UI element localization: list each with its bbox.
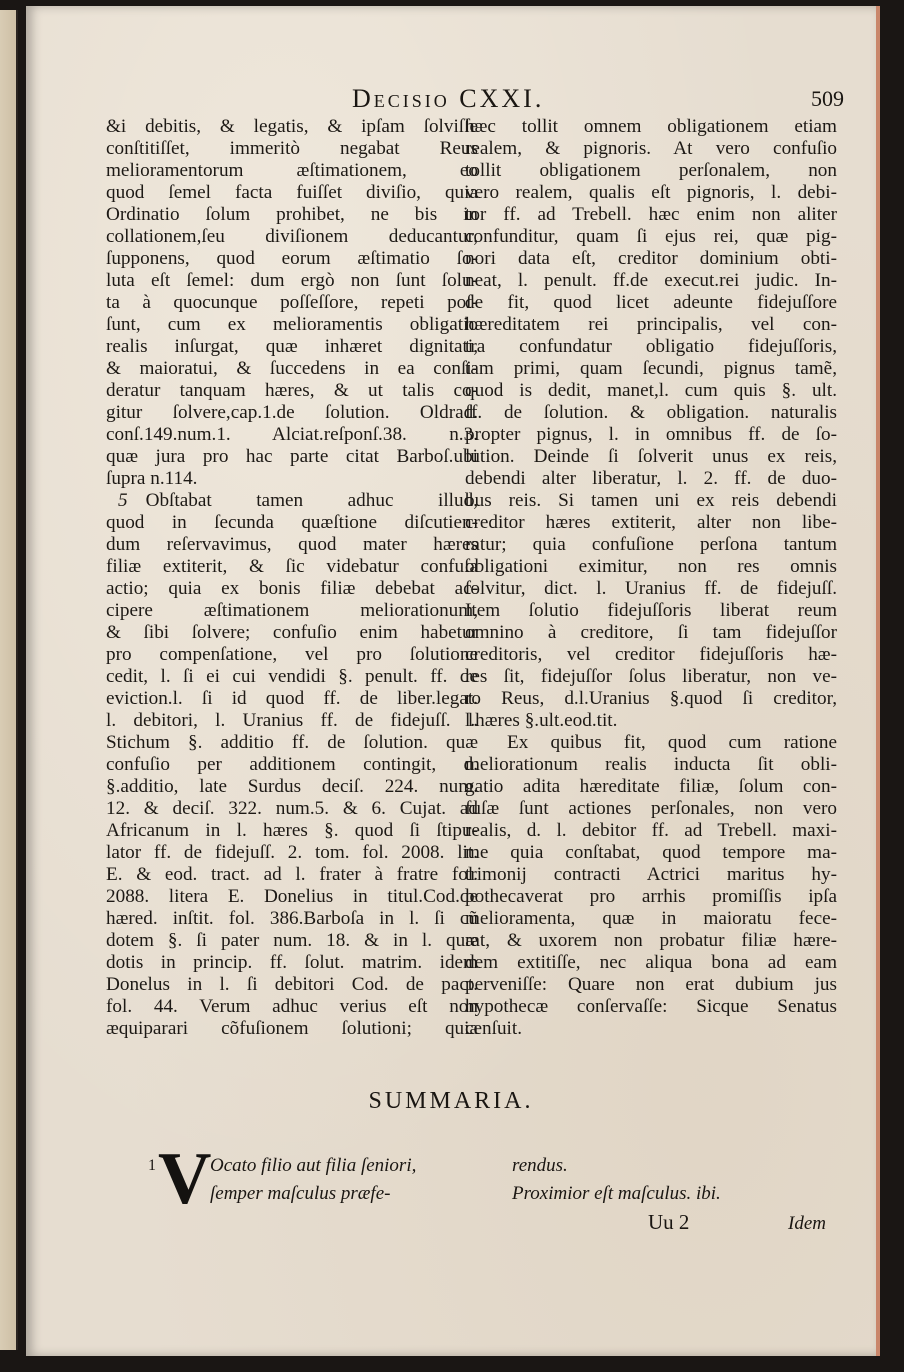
text-line: realem, & pignoris. At vero confuſio: [465, 138, 837, 159]
text-line: æquiparari cõfuſionem ſolutioni; quia: [106, 1018, 478, 1039]
text-line: de fit, quod licet adeunte fidejuſſore: [465, 292, 837, 313]
drop-cap: V: [158, 1138, 212, 1220]
summary-line: rendus.: [512, 1155, 568, 1176]
text-line: confunditur, quam ſi ejus rei, quæ pig-: [465, 226, 837, 247]
text-line: E. & eod. tract. ad l. frater à fratre fol.: [106, 864, 478, 885]
text-line: 12. & deciſ. 322. num.5. & 6. Cujat. ad: [106, 798, 478, 819]
text-line: creditoris, vel creditor fidejuſſoris hæ-: [465, 644, 837, 665]
text-line: Ex quibus fit, quod cum ratione: [507, 732, 837, 753]
left-column: [106, 116, 478, 1040]
text-line: hæc tollit omnem obligationem etiam: [465, 116, 837, 137]
text-line: conſ.149.num.1. Alciat.reſponſ.38. n.3.: [106, 424, 478, 445]
text-line: tollit obligationem perſonalem, non: [465, 160, 837, 181]
text-line: collationem,ſeu diviſionem deducantur,: [106, 226, 478, 247]
book-page: [26, 6, 880, 1356]
text-line: me quia conſtabat, quod tempore ma-: [465, 842, 837, 863]
text-line: cenſuit.: [465, 1018, 523, 1039]
text-line: dotis in princip. ff. ſolut. matrim. idem: [106, 952, 478, 973]
signature-mark: Uu 2: [648, 1210, 690, 1234]
text-line: lator ff. de fidejuſſ. 2. tom. fol. 2008. lit.: [106, 842, 478, 863]
text-line: deratur tanquam hæres, & ut talis co-: [106, 380, 478, 401]
text-line: ſupra n.114.: [106, 468, 198, 489]
text-line: 5 Obſtabat tamen adhuc illud,: [106, 490, 478, 512]
text-line: ſunt, cum ex melioramentis obligatio: [106, 314, 478, 335]
summary-right: [512, 1152, 812, 1208]
text-line: l.hæres §.ult.eod.tit.: [465, 710, 618, 731]
text-line: neat, l. penult. ff.de execut.rei judic. In-: [465, 270, 837, 291]
text-line: Stichum §. additio ff. de ſolution. quæ: [106, 732, 478, 753]
text-line: 2088. litera E. Donelius in titul.Cod.de: [106, 886, 478, 907]
text-line: fol. 44. Verum adhuc verius eſt non: [106, 996, 478, 1017]
facing-page-edge: [0, 10, 18, 1350]
text-line: pothecaverat pro arrhis promiſſis ipſa: [465, 886, 837, 907]
text-line: quod ſemel facta fuiſſet diviſio, quia: [106, 182, 478, 203]
summary-item-number: 1: [148, 1157, 156, 1174]
text-line: Africanum in l. hæres §. quod ſi ſtipu-: [106, 820, 478, 841]
text-line: conſtitiſſet, immeritò negabat Reus: [106, 138, 478, 159]
text-line: cedit, l. ſi ei cui vendidi §. penult. ff. de: [106, 666, 478, 687]
text-line: res ſit, fidejuſſor ſolus liberatur, non ve-: [465, 666, 837, 687]
text-line: dem extitiſſe, nec aliqua bona ad eam: [465, 952, 837, 973]
text-line: ſupponens, quod eorum æſtimatio ſo-: [106, 248, 478, 269]
text-line: Donelus in l. ſi debitori Cod. de pact.: [106, 974, 478, 995]
text-line: bus reis. Si tamen uni ex reis debendi: [465, 490, 837, 511]
text-line: §.additio, late Surdus deciſ. 224. num.: [106, 776, 478, 797]
text-line: Ordinatio ſolum prohibet, ne bis in: [106, 204, 478, 225]
text-line: hæreditatem rei principalis, vel con-: [465, 314, 837, 335]
text-line: propter pignus, l. in omnibus ff. de ſo-: [465, 424, 837, 445]
text-line: vero realem, qualis eſt pignoris, l. debi-: [465, 182, 837, 203]
text-line: melioramentorum æſtimationem, eo: [106, 160, 478, 181]
summary-block: [116, 1138, 846, 1246]
text-line: quod in ſecunda quæſtione diſcutien-: [106, 512, 478, 533]
page-header: [352, 84, 844, 116]
text-line: actio; quia ex bonis filiæ debebat ac-: [106, 578, 478, 599]
running-title: Decisio CXXI.: [352, 84, 545, 113]
catchword: Idem: [788, 1213, 826, 1234]
text-line: creditor hæres extiterit, alter non libe-: [465, 512, 837, 533]
summary-line: ſemper maſculus præfe-: [210, 1183, 391, 1204]
text-line: tor ff. ad Trebell. hæc enim non aliter: [465, 204, 837, 225]
text-line: rat, & uxorem non probatur filiæ hære-: [465, 930, 837, 951]
text-line: melioramenta, quæ in maioratu fece-: [465, 908, 837, 929]
text-line: eviction.l. ſi id quod ff. de liber.legat.: [106, 688, 478, 709]
text-line: tra confundatur obligatio fidejuſſoris,: [465, 336, 837, 357]
text-line: quod is dedit, manet,l. cum quis §. ult.: [465, 380, 837, 401]
text-line: perveniſſe: Quare non erat dubium jus: [465, 974, 837, 995]
text-line: nori data eſt, creditor dominium obti-: [465, 248, 837, 269]
text-line: filiæ extiterit, & ſic videbatur confuſa: [106, 556, 478, 577]
text-line: l. debitori, l. Uranius ff. de fidejuſſ. l.: [106, 710, 478, 731]
text-line: ta à quocunque poſſeſſore, repeti poſ-: [106, 292, 478, 313]
text-line: Item ſolutio fidejuſſoris liberat reum: [465, 600, 837, 621]
text-line: fuſæ ſunt actiones perſonales, non vero: [465, 798, 837, 819]
text-line: &i debitis, & legatis, & ipſam ſolviſſe: [106, 116, 478, 137]
text-line: hypothecæ conſervaſſe: Sicque Senatus: [465, 996, 837, 1017]
text-line: realis, d. l. debitor ff. ad Trebell. maxi-: [465, 820, 837, 841]
text-line: luta eſt ſemel: dum ergò non ſunt ſolu-: [106, 270, 478, 291]
text-line: ff. de ſolution. & obligation. naturalis: [465, 402, 837, 423]
text-line: debendi alter liberatur, l. 2. ff. de duo-: [465, 468, 837, 489]
summary-left: [210, 1152, 480, 1208]
text-line: dum reſervavimus, quod mater hæres: [106, 534, 478, 555]
text-line: gatio adita hæreditate filiæ, ſolum con-: [465, 776, 837, 797]
text-line: quæ jura pro hac parte citat Barboſ.ubi: [106, 446, 478, 467]
summary-line: Proximior eſt maſculus. ibi.: [512, 1183, 721, 1204]
summaria-heading: SUMMARIA.: [368, 1088, 534, 1114]
text-line: dotem §. ſi pater num. 18. & in l. quæ: [106, 930, 478, 951]
text-line: gitur ſolvere,cap.1.de ſolution. Oldrad.: [106, 402, 478, 423]
text-line: ratur; quia confuſione perſona tantum: [465, 534, 837, 555]
text-line: confuſio per additionem contingit, d.: [106, 754, 478, 775]
text-line: lution. Deinde ſi ſolverit unus ex reis,: [465, 446, 837, 467]
text-line: realis inſurgat, quæ inhæret dignitati,: [106, 336, 478, 357]
text-line: ro Reus, d.l.Uranius §.quod ſi creditor,: [465, 688, 837, 709]
text-line: pro compenſatione, vel pro ſolutione: [106, 644, 478, 665]
text-line: cipere æſtimationem meliorationum,: [106, 600, 478, 621]
text-line: obligationi eximitur, non res omnis: [465, 556, 837, 577]
text-line: & ſibi ſolvere; confuſio enim habetur: [106, 622, 478, 643]
page-number: 509: [811, 86, 844, 111]
right-column: [465, 116, 837, 1040]
text-line: tam primi, quam ſecundi, pignus tamẽ,: [465, 358, 837, 379]
text-line: omnino à creditore, ſi tam fidejuſſor: [465, 622, 837, 643]
text-line: meliorationum realis inducta ſit obli-: [465, 754, 837, 775]
text-line: & maioratui, & ſuccedens in ea conſi-: [106, 358, 478, 379]
text-line: ſolvitur, dict. l. Uranius ff. de fidejuſſ.: [465, 578, 837, 599]
text-line: trimonij contracti Actrici maritus hy-: [465, 864, 837, 885]
text-line: hæred. inſtit. fol. 386.Barboſa in l. ſi cũ: [106, 908, 478, 929]
summary-line: Ocato filio aut filia ſeniori,: [210, 1155, 417, 1176]
paragraph-number: 5: [118, 490, 128, 511]
